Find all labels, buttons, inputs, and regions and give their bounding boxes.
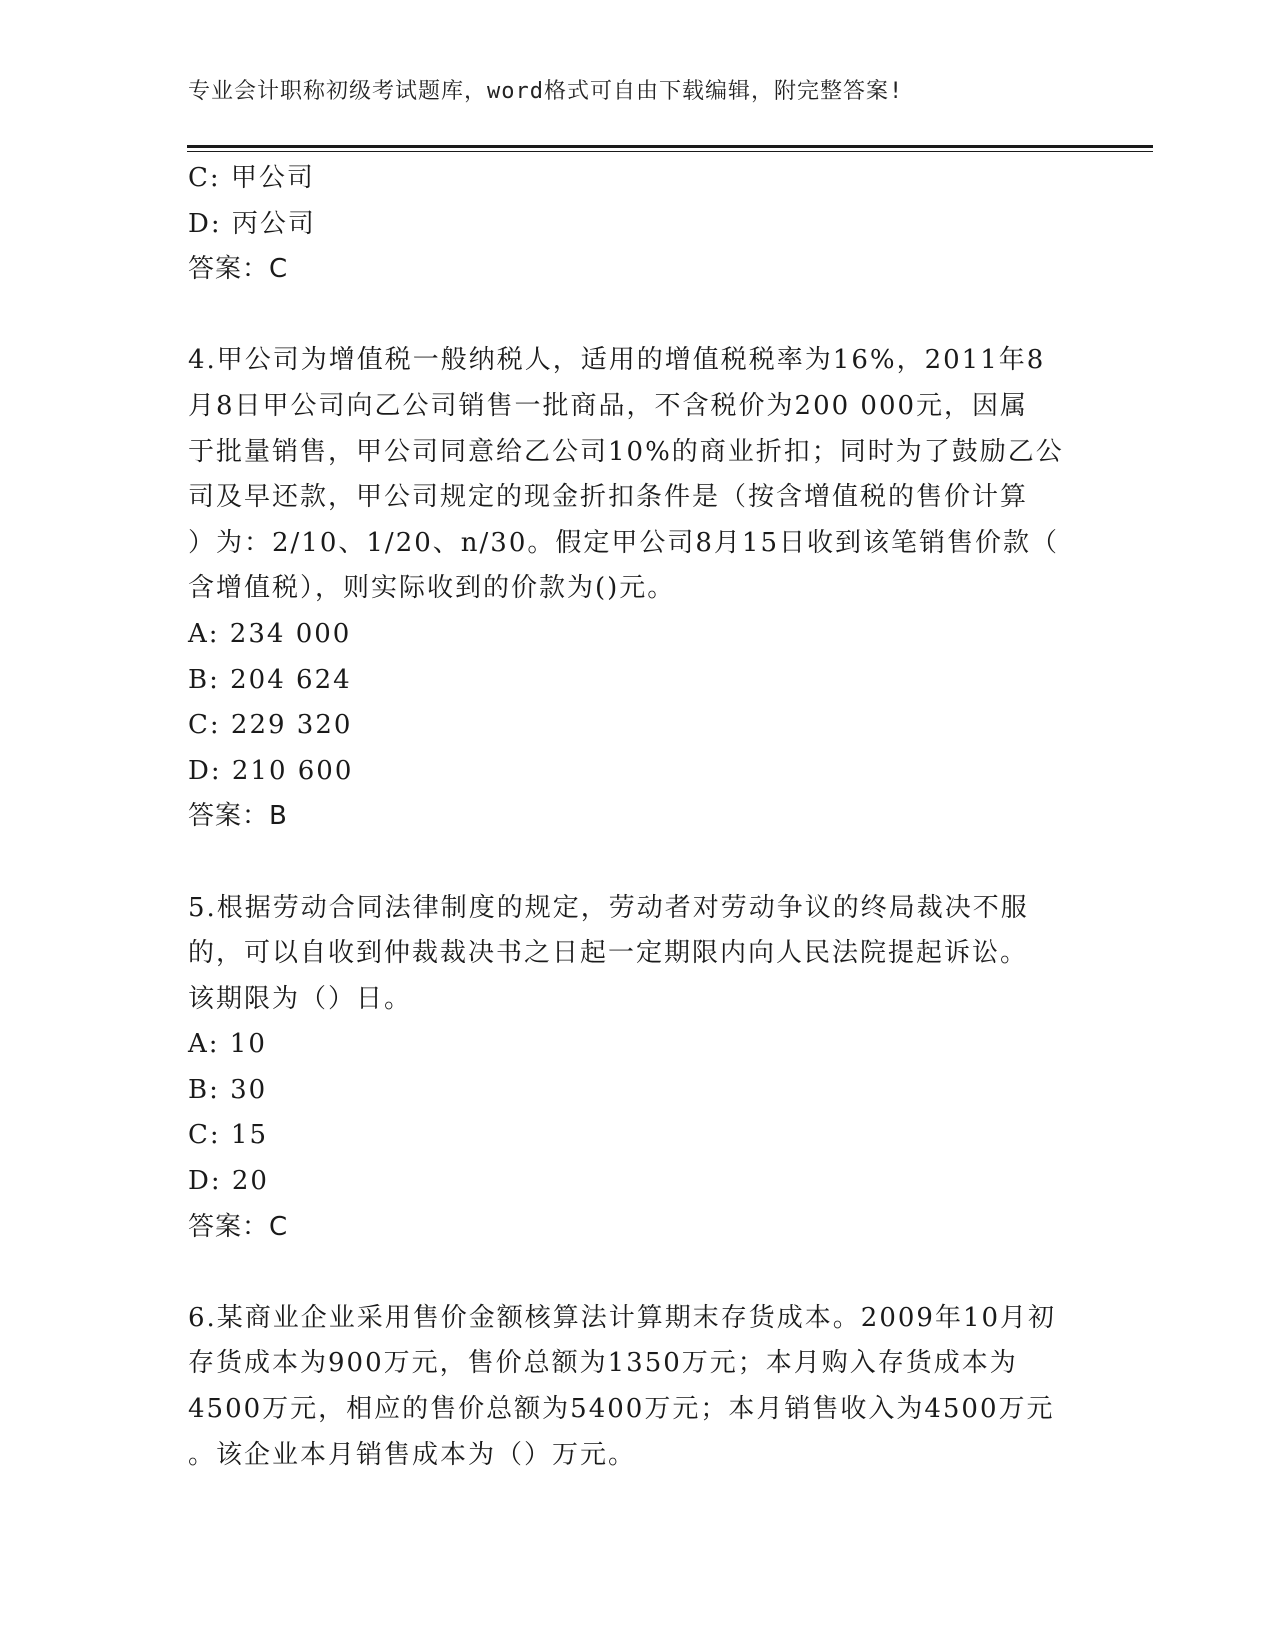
question-content (188, 156, 1088, 1478)
q6-stem-line: 6.某商业企业采用售价金额核算法计算期末存货成本。2009年10月初 (188, 1302, 1057, 1333)
q3-answer: 答案：C (188, 254, 289, 285)
q4-stem-line: 月8日甲公司向乙公司销售一批商品，不含税价为200 000元，因属 (188, 390, 1029, 421)
q5-stem-line: 的，可以自收到仲裁裁决书之日起一定期限内向人民法院提起诉讼。 (188, 938, 1029, 969)
question-4 (188, 338, 1088, 840)
q4-stem-line: ）为：2/10、1/20、n/30。假定甲公司8月15日收到该笔销售价款（ (188, 527, 1059, 558)
spacer (188, 1250, 1088, 1296)
q5-option-c: C: 15 (188, 1120, 269, 1151)
q5-answer: 答案：C (188, 1211, 289, 1242)
q4-option-b: B: 204 624 (188, 664, 352, 695)
q5-option-d: D: 20 (188, 1166, 269, 1197)
header-rule-thick (187, 145, 1153, 148)
q4-option-c: C: 229 320 (188, 710, 353, 741)
q4-stem-line: 含增值税），则实际收到的价款为()元。 (188, 573, 676, 604)
q4-answer: 答案：B (188, 801, 288, 832)
q4-stem-line: 4.甲公司为增值税一般纳税人，适用的增值税税率为16%，2011年8 (188, 345, 1046, 376)
q3-option-c: C: 甲公司 (188, 163, 315, 193)
header-rule-thin (187, 151, 1153, 152)
q4-stem-line: 于批量销售，甲公司同意给乙公司10%的商业折扣；同时为了鼓励乙公 (188, 436, 1064, 467)
q4-stem-line: 司及早还款，甲公司规定的现金折扣条件是（按含增值税的售价计算 (188, 482, 1029, 513)
q3-option-d: D: 丙公司 (188, 208, 316, 239)
q5-option-a: A: 10 (188, 1029, 267, 1060)
q6-stem-line: 。该企业本月销售成本为（）万元。 (188, 1439, 637, 1470)
question-5 (188, 886, 1088, 1251)
question-6 (188, 1296, 1088, 1478)
q6-stem-line: 存货成本为900万元，售价总额为1350万元；本月购入存货成本为 (188, 1348, 1018, 1379)
spacer (188, 840, 1088, 886)
q5-option-b: B: 30 (188, 1074, 268, 1105)
spacer (188, 293, 1088, 339)
q5-stem-line: 5.根据劳动合同法律制度的规定，劳动者对劳动争议的终局裁决不服 (188, 892, 1029, 923)
q4-option-d: D: 210 600 (188, 755, 354, 786)
q5-stem-line: 该期限为（）日。 (188, 983, 413, 1014)
page-header: 专业会计职称初级考试题库，word格式可自由下载编辑，附完整答案! (188, 79, 904, 104)
q4-option-a: A: 234 000 (188, 618, 352, 649)
q6-stem-line: 4500万元，相应的售价总额为5400万元；本月销售收入为4500万元 (188, 1394, 1055, 1425)
